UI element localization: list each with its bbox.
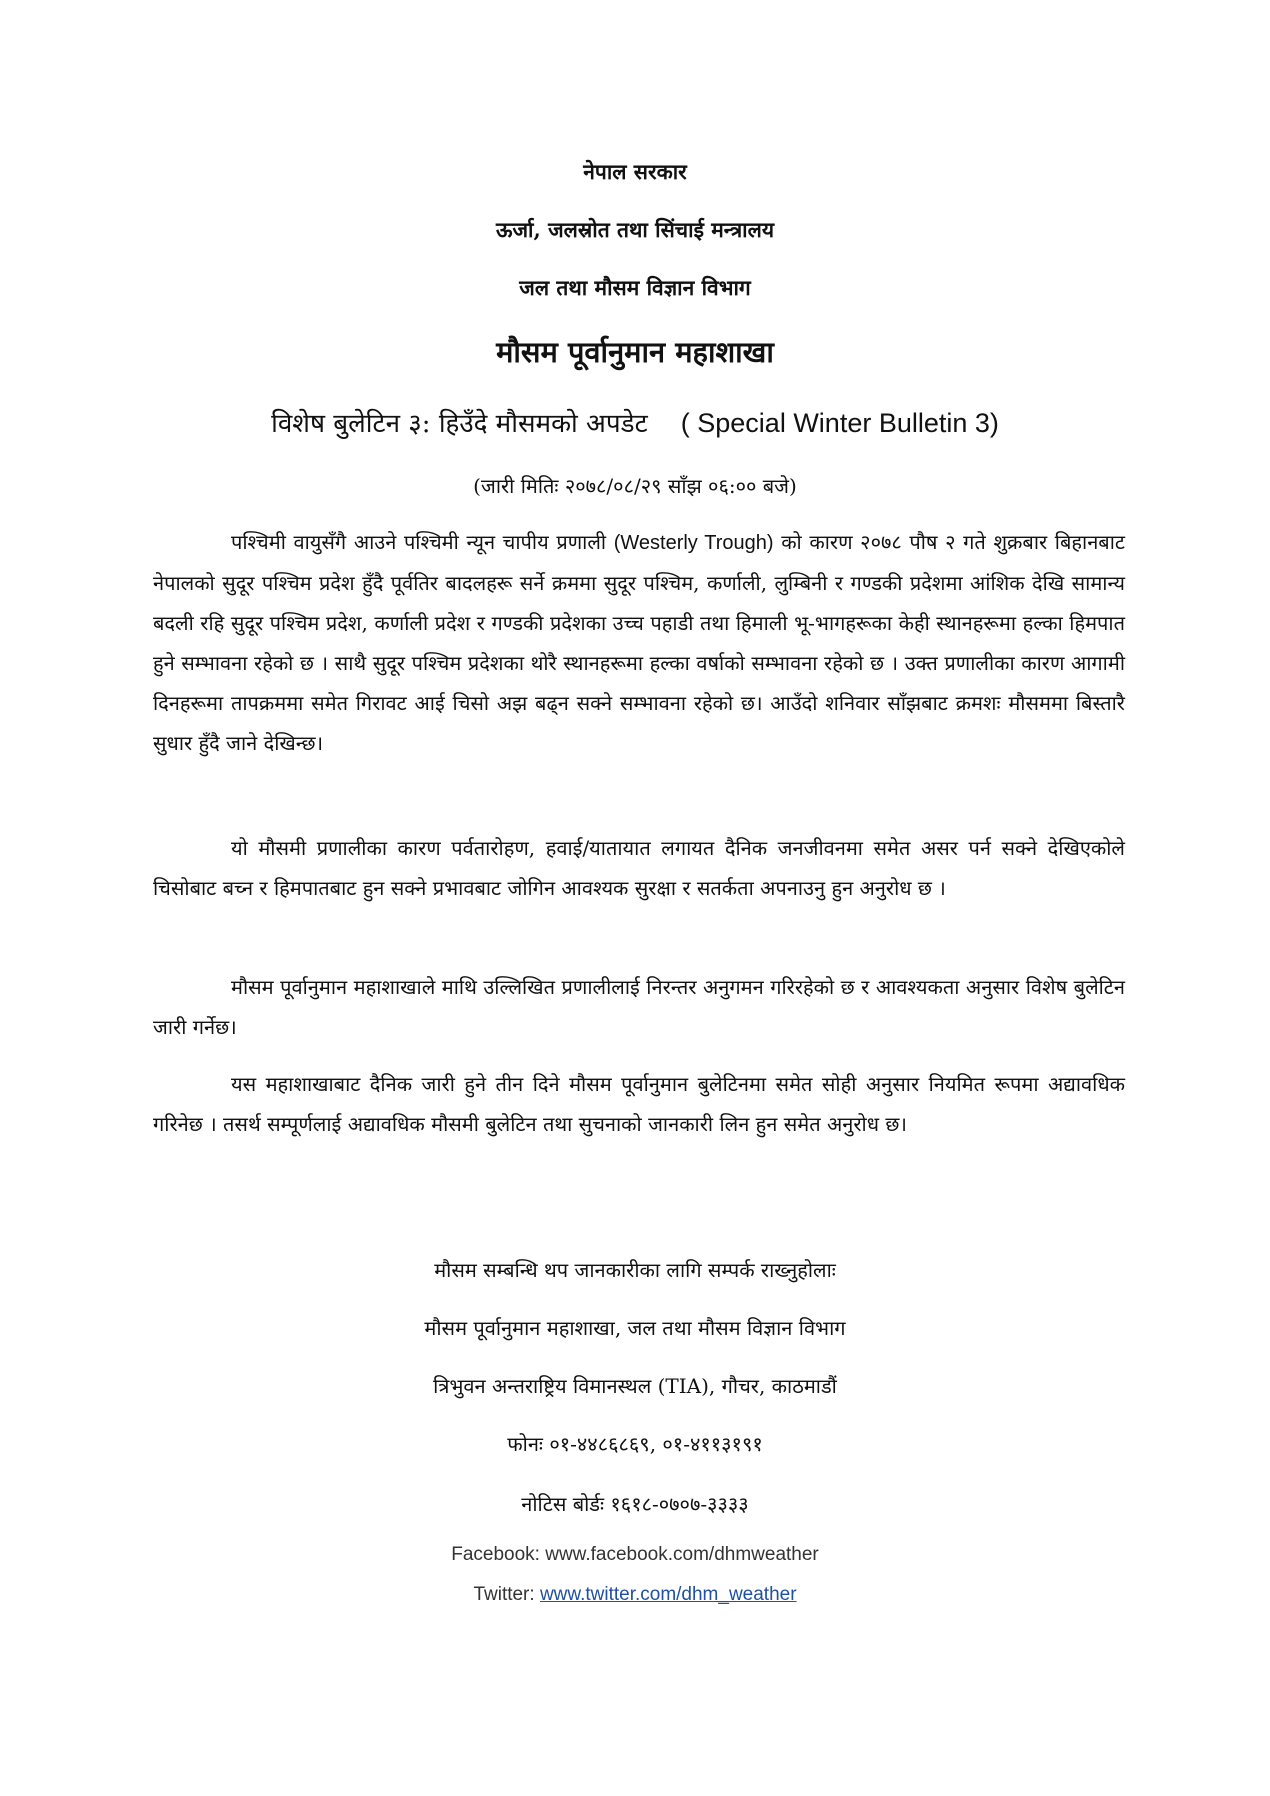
contact-notice-board: नोटिस बोर्डः १६१८-०७०७-३३३३ [521, 1492, 749, 1516]
westerly-trough-term: (Westerly Trough) [613, 532, 774, 554]
paragraph-updates: यस महाशाखाबाट दैनिक जारी हुने तीन दिने मौसम पूर्वानुमान बुलेटिनमा समेत सोही अनुसार नियमित रूपमा अद्यावधिक गरिनेछ । तसर्थ सम्पूर्णलाई अद्यावधिक मौसमी बुलेटिन तथा सुचनाको जानकारी लिन हुन समेत अनुरोध छ। [153, 1072, 1125, 1136]
twitter-link[interactable]: www.twitter.com/dhm_weather [539, 1584, 797, 1605]
government-heading: नेपाल सरकार [583, 159, 687, 184]
contact-intro: मौसम सम्बन्धि थप जानकारीका लागि सम्पर्क राख्नुहोलाः [434, 1258, 836, 1282]
paragraph-forecast-part1: पश्चिमी वायुसँगै आउने पश्चिमी न्यून चापीय प्रणाली [231, 530, 614, 554]
facebook-url: www.facebook.com/dhmweather [545, 1544, 819, 1565]
contact-address: त्रिभुवन अन्तराष्ट्रिय विमानस्थल (TIA), गौचर, काठमाडौं [433, 1374, 837, 1398]
bulletin-title-english: ( Special Winter Bulletin 3) [680, 408, 999, 438]
ministry-heading: ऊर्जा, जलस्रोत तथा सिंचाई मन्त्रालय [495, 217, 775, 242]
department-heading: जल तथा मौसम विज्ञान विभाग [519, 275, 751, 300]
bulletin-title [0, 404, 1270, 440]
contact-twitter [0, 1584, 1270, 1606]
facebook-label: Facebook: [451, 1544, 546, 1565]
paragraph-forecast-part2: को कारण २०७८ पौष २ गते शुक्रबार बिहानबाट नेपालको सुदूर पश्चिम प्रदेश हुँदै पूर्वतिर बादलहरू सर्ने क्रममा सुदूर पश्चिम, कर्णाली, लुम्बिनी र गण्डकी प्रदेशमा आंशिक देखि सामान्य बदली रहि सुदूर पश्चिम प्रदेश, कर्णाली प्रदेश र गण्डकी प्रदेशका उच्च पहाडी तथा हिमाली भू-भागहरूका केही स्थानहरूमा हल्का हिमपात हुने सम्भावना रहेको छ । साथै सुदूर पश्चिम प्रदेशका थोरै स्थानहरूमा हल्का वर्षाको सम्भावना रहेको छ । उक्त प्रणालीका कारण आगामी दिनहरूमा तापक्रममा समेत गिरावट आई चिसो अझ बढ्न सक्ने सम्भावना रहेको छ। आउँदो शनिवार साँझबाट क्रमशः मौसममा बिस्तारै सुधार हुँदै जाने देखिन्छ। [153, 530, 1125, 755]
contact-facebook [0, 1544, 1270, 1566]
contact-phone: फोनः ०१-४४८६८६९, ०१-४११३१९१ [507, 1432, 763, 1456]
paragraph-forecast [153, 522, 1125, 763]
issue-date: (जारी मितिः २०७८/०८/२९ साँझ ०६:०० बजे) [473, 474, 797, 498]
twitter-label: Twitter: [473, 1584, 540, 1605]
contact-office: मौसम पूर्वानुमान महाशाखा, जल तथा मौसम विज्ञान विभाग [424, 1316, 846, 1340]
paragraph-monitoring: मौसम पूर्वानुमान महाशाखाले माथि उल्लिखित प्रणालीलाई निरन्तर अनुगमन गरिरहेको छ र आवश्यकता अनुसार विशेष बुलेटिन जारी गर्नेछ। [153, 975, 1125, 1039]
bulletin-title-nepali: विशेष बुलेटिन ३: हिउँदे मौसमको अपडेट [271, 409, 648, 439]
division-heading: मौसम पूर्वानुमान महाशाखा [496, 335, 774, 369]
paragraph-advisory: यो मौसमी प्रणालीका कारण पर्वतारोहण, हवाई/यातायात लगायत दैनिक जनजीवनमा समेत असर पर्न सक्ने देखिएकोले चिसोबाट बच्न र हिमपातबाट हुन सक्ने प्रभावबाट जोगिन आवश्यक सुरक्षा र सतर्कता अपनाउनु हुन अनुरोध छ । [153, 836, 1125, 900]
